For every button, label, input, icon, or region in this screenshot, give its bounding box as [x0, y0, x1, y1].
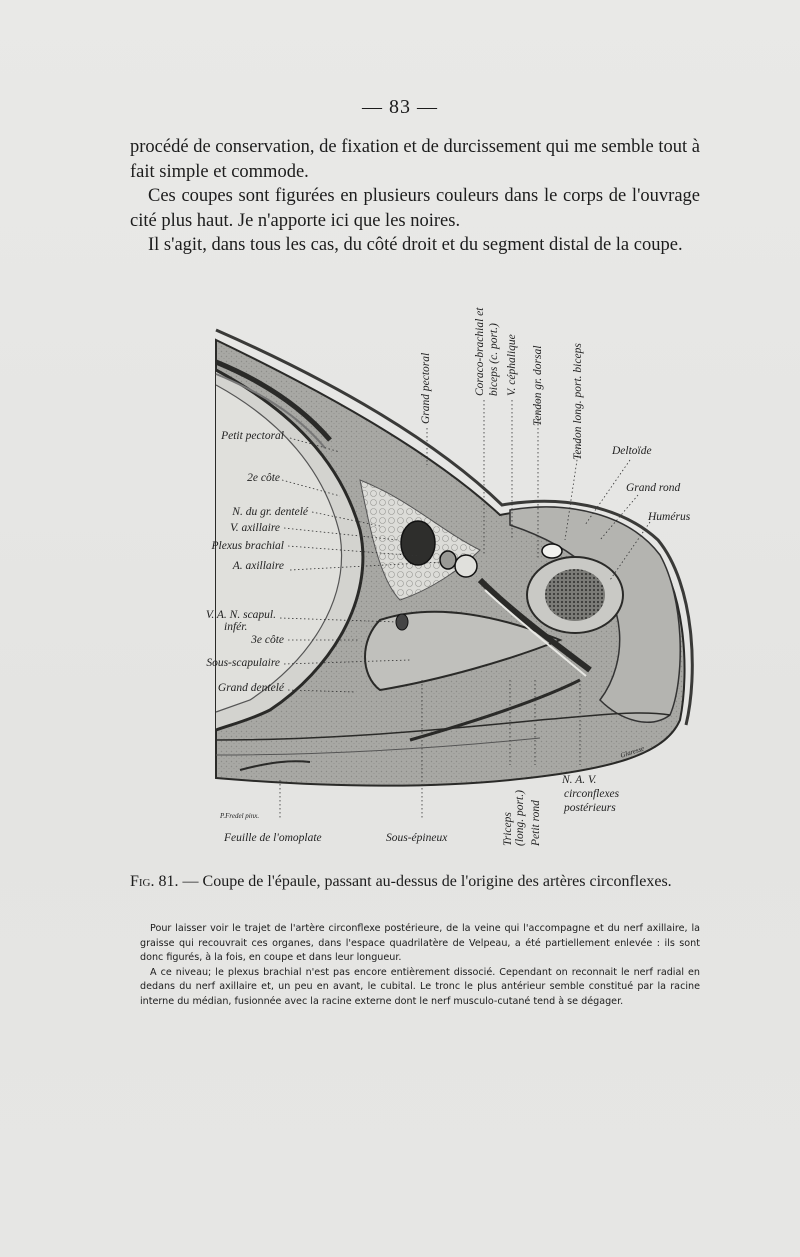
- paragraph: procédé de conservation, de fixation et de durcissement qui me semble tout à fait simple et commode.: [130, 137, 700, 182]
- note-paragraph: A ce niveau; le plexus brachial n'est pas encore entièrement dissocié. Cependant on reconnait le nerf radial en dedans du nerf axillaire et, un peu en avant, le cubital. Le tronc le plus antérieur semble constitué par la racine interne du médian, fusionnée avec la racine externe dont le nerf musculo-cutané tend à se dégager.: [140, 966, 700, 1007]
- label-sous-epineux: Sous-épineux: [386, 832, 448, 844]
- label-v-axillaire: V. axillaire: [230, 522, 280, 534]
- anatomical-figure: [180, 300, 720, 860]
- page-number: — 83 —: [362, 96, 438, 118]
- figure-label: Fig. 81.: [130, 873, 179, 890]
- label-posterieurs: postérieurs: [564, 802, 616, 814]
- label-feuille-omoplate: Feuille de l'omoplate: [224, 832, 322, 844]
- label-tendon-gr-dorsal: Tendon gr. dorsal: [532, 345, 544, 426]
- label-circonflexes: circonflexes: [564, 788, 620, 800]
- label-coraco-brachial: Coraco-brachial et: [474, 307, 486, 396]
- label-humerus: Humérus: [648, 511, 691, 523]
- label-sous-scapulaire: Sous-scapulaire: [206, 657, 280, 669]
- label-2e-cote: 2e côte: [247, 472, 280, 484]
- label-a-axillaire: A. axillaire: [232, 560, 284, 572]
- note-paragraph: Pour laisser voir le trajet de l'artère circonflexe postérieure, de la veine qui l'accompagne et du nerf axillaire, la graisse qui recouvrait ces organes, dans l'espace quadrilatère de Velpeau, a été partiellement enlevée : ils sont donc figurés, à la fois, en coupe et dans leur longueur.: [140, 923, 700, 963]
- label-grand-rond: Grand rond: [626, 482, 681, 494]
- label-3e-cote: 3e côte: [251, 634, 284, 646]
- label-biceps-c-port: biceps (c. port.): [488, 323, 500, 396]
- figure-caption: [130, 872, 700, 891]
- label-petit-pectoral: Petit pectoral: [221, 430, 284, 442]
- label-triceps: Triceps: [502, 812, 514, 846]
- label-plexus-brachial: Plexus brachial: [211, 540, 284, 552]
- label-v-cephalique: V. céphalique: [506, 334, 518, 396]
- paragraph: Il s'agit, dans tous les cas, du côté droit et du segment distal de la coupe.: [148, 235, 683, 255]
- label-tendon-long-port-biceps: Tendon long. port. biceps: [572, 343, 584, 460]
- label-nav: N. A. V.: [562, 774, 597, 786]
- label-petit-rond: Petit rond: [530, 800, 542, 846]
- label-infer: infér.: [224, 621, 248, 633]
- label-grand-dentele: Grand dentelé: [217, 682, 284, 694]
- engraver-signature-left: P.Fredel pinx.: [220, 812, 260, 820]
- label-long-port: (long. port.): [514, 790, 526, 846]
- shoulder-cross-section-drawing: [180, 300, 720, 860]
- label-n-gr-dentele: N. du gr. dentelé: [232, 506, 308, 518]
- label-van-scapul: V. A. N. scapul.: [205, 609, 276, 621]
- caption-text: — Coupe de l'épaule, passant au-dessus de l'origine des artères circonflexes.: [182, 873, 672, 890]
- body-text: [130, 135, 700, 258]
- figure-note: [140, 922, 700, 1009]
- label-deltoide: Deltoïde: [612, 445, 652, 457]
- paragraph: Ces coupes sont figurées en plusieurs couleurs dans le corps de l'ouvrage cité plus haut. Je n'apporte ici que les noires.: [130, 186, 700, 231]
- label-grand-pectoral: Grand pectoral: [420, 352, 432, 424]
- engraver-signature-right: Glaresse: [619, 744, 646, 760]
